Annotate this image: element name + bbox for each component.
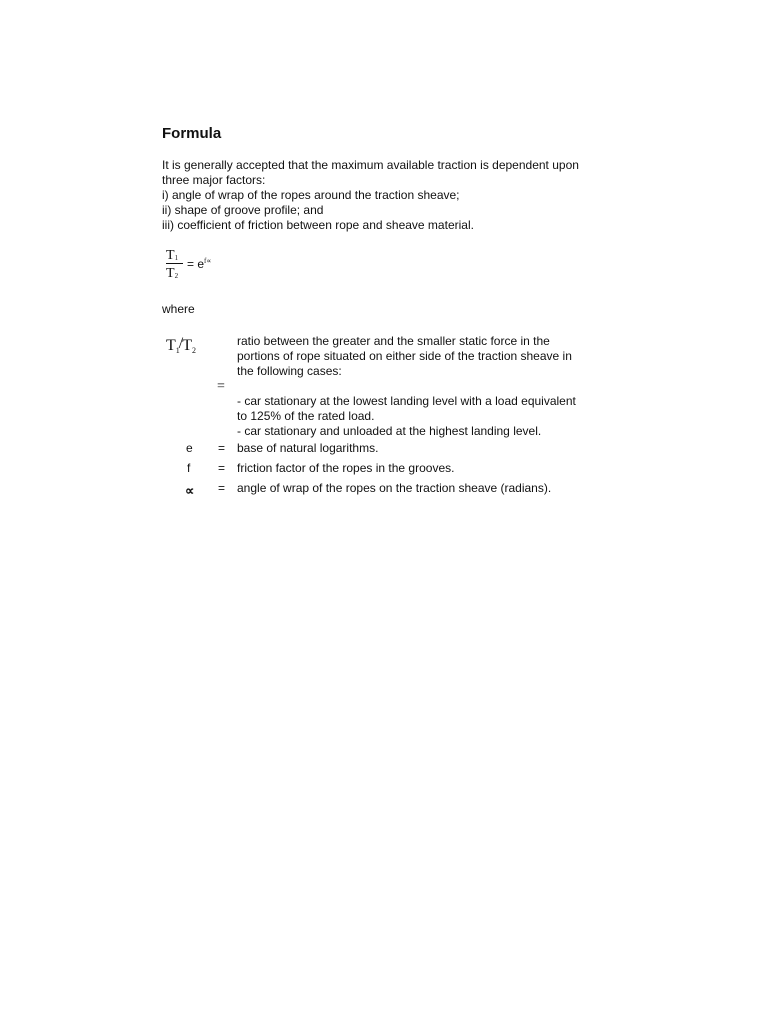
- formula-rhs: = $e^{f\propto}$: [187, 257, 212, 271]
- ratio-line: - car stationary at the lowest landing level with a load equivalent: [237, 394, 576, 408]
- definition-equals: =: [218, 441, 226, 455]
- section-heading: Formula: [162, 125, 222, 142]
- intro-line: It is generally accepted that the maximum available traction is dependent upon: [162, 158, 579, 172]
- ratio-line: ratio between the greater and the smaller static force in the: [237, 334, 550, 348]
- definition-symbol-alpha: ∝: [185, 483, 195, 498]
- where-label: where: [162, 302, 195, 316]
- definition-text-f: friction factor of the ropes in the grooves.: [237, 461, 455, 475]
- ratio-symbol: T1/T2: [166, 335, 197, 355]
- definition-equals: =: [218, 461, 226, 475]
- tension-fraction: [166, 248, 184, 281]
- definition-symbol-e: e: [186, 441, 193, 455]
- ratio-line: the following cases:: [237, 364, 342, 378]
- fraction-denominator: T2: [166, 266, 179, 281]
- ratio-line: - car stationary and unloaded at the highest landing level.: [237, 424, 542, 438]
- definition-symbol-f: f: [187, 461, 191, 475]
- intro-line: i) angle of wrap of the ropes around the traction sheave;: [162, 188, 460, 202]
- intro-line: ii) shape of groove profile; and: [162, 203, 324, 217]
- definition-equals: =: [218, 481, 226, 495]
- definition-text-alpha: angle of wrap of the ropes on the traction sheave (radians).: [237, 481, 552, 495]
- formula-exponent: f∝: [204, 257, 212, 265]
- ratio-line: portions of rope situated on either side of the traction sheave in: [237, 349, 572, 363]
- fraction-bar: [166, 263, 183, 264]
- intro-line: three major factors:: [162, 173, 266, 187]
- ratio-equals: =: [217, 379, 225, 394]
- ratio-line: to 125% of the rated load.: [237, 409, 375, 423]
- intro-line: iii) coefficient of friction between rope and sheave material.: [162, 218, 474, 232]
- definition-text-e: base of natural logarithms.: [237, 441, 379, 455]
- intro-paragraph: [162, 158, 632, 233]
- fraction-numerator: T1: [166, 248, 179, 263]
